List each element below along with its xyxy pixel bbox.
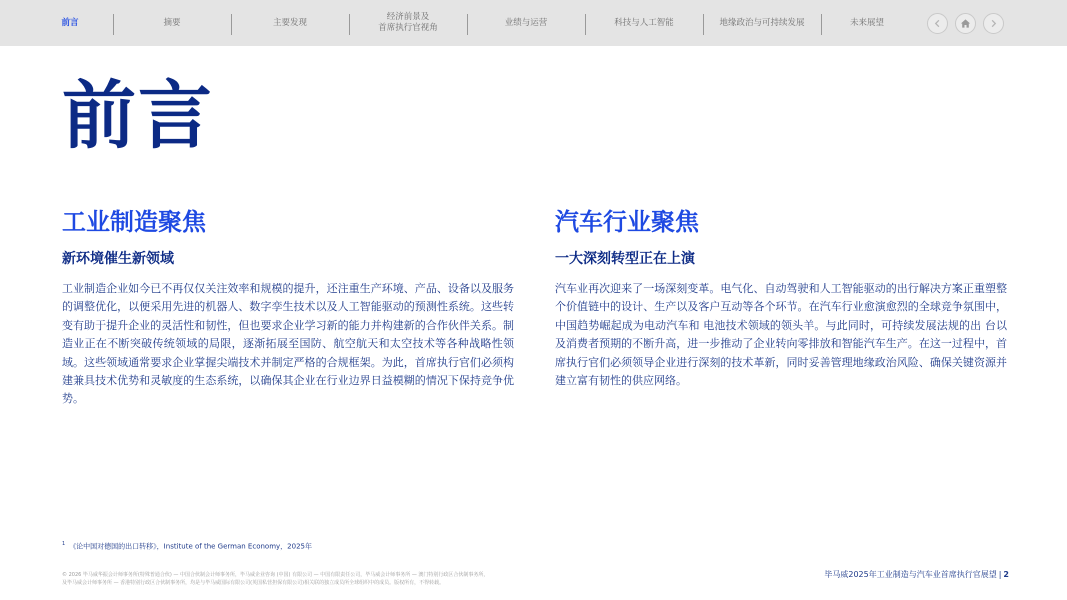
industrial-focus-body: 工业制造企业如今已不再仅仅关注效率和规模的提升，还注重生产环境、产品、设备以及服务的调整优化，以便采用先进的机器人、数字孪生技术以及人工智能驱动的预测性系统。这些转变有助于提升企业的灵活性和韧性，但也要求企业学习新的能力并构建新的合作伙伴关系。制造业正在不断突破传统领域的局限，逐渐拓展至国防、航空航天和太空技术等各种战略性领域。这些领域通常要求企业掌握尖端技术并制定严格的合规框架。为此，首席执行官们必须构建兼具技术优势和灵敏度的生态系统，以确保其企业在行业边界日益模糊的情况下保持竞争优势。	[62, 282, 514, 406]
home-icon	[960, 18, 971, 29]
top-nav-bar	[0, 0, 1067, 46]
nav-tab-tech-ai[interactable]: 科技与人工智能	[614, 17, 674, 28]
next-page-button[interactable]	[983, 13, 1004, 34]
footer-legal-line2: 及毕马威会计师事务所 — 香港特别行政区合伙制事务所，均是与毕马威国际有限公司(英国私营担保有限公司)相关联的独立成员所全球组织中的成员。版权所有，不得转载。	[62, 579, 445, 586]
footer-divider: |	[998, 570, 1002, 579]
footnote-marker: 1	[62, 541, 66, 547]
nav-tab-performance[interactable]: 业绩与运营	[504, 17, 548, 28]
nav-tab-economic-outlook[interactable]	[350, 10, 466, 36]
page-number: 2	[1003, 570, 1009, 579]
nav-tab-foreword[interactable]: 前言	[61, 17, 79, 28]
nav-tab-geopolitics[interactable]: 地缘政治与可持续发展	[719, 17, 805, 28]
nav-tab-key-findings[interactable]: 主要发现	[272, 17, 307, 28]
industrial-focus-heading: 工业制造聚焦	[62, 208, 206, 236]
automotive-focus-subheading: 一大深刻转型正在上演	[555, 251, 695, 267]
home-button[interactable]	[955, 13, 976, 34]
nav-tab-economic-outlook-line1: 经济前景及	[386, 12, 430, 22]
prev-page-button[interactable]	[927, 13, 948, 34]
footer-report-title: 毕马威2025年工业制造与汽车业首席执行官展望	[824, 570, 997, 579]
industrial-focus-section	[62, 204, 514, 409]
automotive-focus-body: 汽车业再次迎来了一场深刻变革。电气化、自动驾驶和人工智能驱动的出行解决方案正重塑整个价值链中的设计、生产以及客户互动等各个环节。在汽车行业愈演愈烈的全球竞争氛围中，中国趋势崛起成为电动汽车和 电池技术领域的领头羊。与此同时，可持续发展法规的出 台以及消费者预期的不断升高，进一步推动了企业转向零排放和智能汽车生产。在这一过程中，首席执行官们必须领导企业进行深刻的技术革新，同时妥善管理地缘政治风险、确保关键资源并建立富有韧性的供应网络。	[555, 282, 1007, 388]
nav-tab-summary[interactable]: 摘要	[163, 17, 181, 28]
page-title: 前言	[62, 73, 214, 159]
nav-tab-future-outlook[interactable]: 未来展望	[849, 17, 884, 28]
footnote-text: 《论中国对德国的出口转移》，Institute of the German Economy，2025年	[69, 542, 312, 551]
industrial-focus-subheading: 新环境催生新领域	[62, 251, 174, 267]
automotive-focus-heading: 汽车行业聚焦	[555, 208, 699, 236]
footer-legal-notice	[62, 572, 662, 587]
footnote	[62, 538, 312, 552]
footer-legal-line1: © 2026 毕马威华振会计师事务所(特殊普通合伙) — 中国合伙制会计师事务所，毕马威企业咨询 (中国) 有限公司 — 中国有限责任公司，毕马威会计师事务所 — 澳门特别行政区合伙制事务所，	[62, 572, 489, 578]
footer-report-info	[824, 569, 1009, 581]
chevron-left-icon	[933, 19, 942, 28]
chevron-right-icon	[989, 19, 998, 28]
automotive-focus-section	[555, 204, 1007, 390]
nav-tab-economic-outlook-line2: 首席执行官视角	[378, 23, 438, 33]
